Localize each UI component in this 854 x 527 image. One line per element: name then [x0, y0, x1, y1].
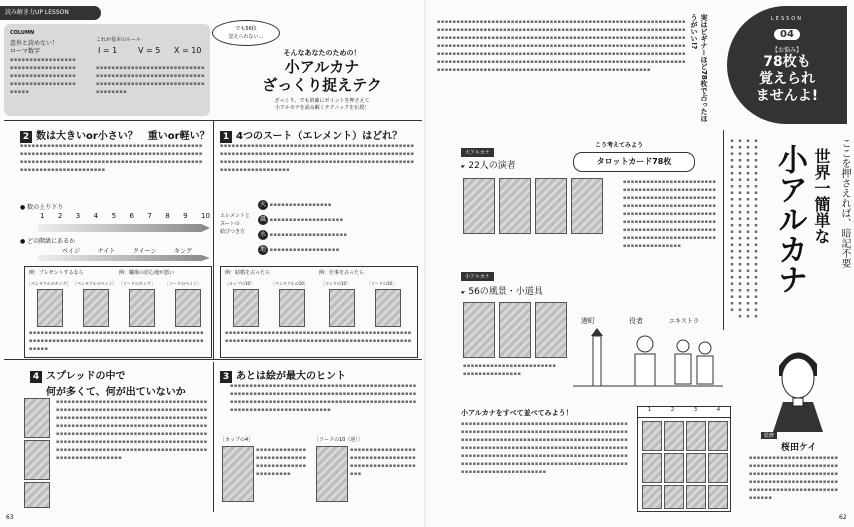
tarot-card — [708, 485, 728, 509]
lesson-tag: 【お悩み】 — [771, 47, 803, 54]
lighthouse-roof-icon — [591, 328, 603, 336]
profile-name: 桜田ケイ — [781, 443, 817, 453]
element-row: 火 ▪▪▪▪▪▪▪▪▪▪▪▪▪▪▪▪ — [259, 201, 332, 208]
sec1-card-label-3: ［ワンドの10］ — [321, 281, 351, 286]
column-box — [4, 24, 210, 116]
sec4-heading — [30, 364, 186, 398]
header-title-2: ざっくり捉えテク — [262, 76, 382, 94]
lesson-title-1: 78枚も — [763, 54, 811, 70]
profile-bio: ▪▪▪▪▪▪▪▪▪▪▪▪▪▪▪▪▪▪▪▪▪▪▪▪▪▪▪▪▪▪▪▪▪▪▪▪▪▪▪▪▪▪▪▪▪▪▪▪▪▪▪▪▪▪▪▪▪▪▪▪▪▪▪▪▪▪▪▪▪▪▪▪▪▪▪▪▪▪▪▪▪▪▪▪▪▪▪▪▪▪▪▪▪▪▪▪▪▪▪▪▪▪▪▪▪▪▪▪▪▪▪▪▪▪▪▪▪▪▪▪▪ — [749, 455, 839, 501]
tarot-card — [686, 453, 706, 483]
tarot-card — [642, 453, 662, 483]
num-9: 9 — [183, 212, 188, 220]
minor-caption: ▪▪▪▪▪▪▪▪▪▪▪▪▪▪▪▪▪▪▪▪▪▪▪▪▪▪▪▪▪▪▪▪▪▪▪▪▪▪▪ — [463, 363, 557, 377]
elements-label — [220, 212, 250, 236]
num-2: 2 — [57, 212, 63, 220]
spread-col-3: 3 — [693, 407, 698, 413]
tarot-card — [571, 178, 603, 234]
column-label: COLUMN — [10, 30, 35, 36]
deck-label: タロットカード78枚 — [573, 152, 695, 172]
sec1-body: ▪▪▪▪▪▪▪▪▪▪▪▪▪▪▪▪▪▪▪▪▪▪▪▪▪▪▪▪▪▪▪▪▪▪▪▪▪▪▪▪▪▪▪▪▪▪▪▪▪▪▪▪▪▪▪▪▪▪▪▪▪▪▪▪▪▪▪▪▪▪▪▪▪▪▪▪▪▪▪▪▪▪▪▪▪▪▪▪▪▪▪▪▪▪▪▪▪▪▪▪▪▪▪▪▪▪▪▪▪▪▪▪▪▪▪▪▪▪▪▪▪▪▪▪▪▪▪▪▪▪▪▪▪▪▪▪▪▪▪▪▪▪▪▪▪▪▪▪▪▪▪▪▪▪▪▪▪▪▪▪▪▪▪▪▪▪▪▪ — [220, 143, 415, 173]
sec2-card-label-3: ［ソードのキング］ — [119, 281, 156, 286]
lesson-title-3: ませんよ! — [755, 88, 819, 104]
flow-label: ● 数の上り下り — [20, 204, 64, 211]
tarot-card — [279, 289, 305, 327]
profile-tag: 監修 — [761, 432, 777, 439]
sec1-ex-2: 例：仕事を占ったら — [319, 270, 365, 276]
tarot-card — [499, 302, 531, 358]
column-body: ▪▪▪▪▪▪▪▪▪▪▪▪▪▪▪▪▪▪▪▪▪▪▪▪▪▪▪▪▪▪▪▪▪▪▪▪▪▪▪▪▪▪▪▪▪▪▪▪▪▪▪▪▪▪▪▪▪▪▪▪▪▪▪▪▪▪▪▪▪▪▪▪▪ — [10, 57, 77, 95]
tarot-card — [175, 289, 201, 327]
sec1-example-box — [220, 266, 418, 358]
element-water: 水 — [259, 231, 266, 238]
page-number-right: 62 — [839, 514, 847, 521]
header-panel — [723, 130, 852, 330]
rule-table: ▪▪▪▪▪▪▪▪▪▪▪▪▪▪▪▪▪▪▪▪▪▪▪▪▪▪▪▪▪▪▪▪▪▪▪▪▪▪▪▪▪▪▪▪▪▪▪▪▪▪▪▪▪▪▪▪▪▪▪▪▪▪▪▪▪▪▪▪▪▪▪▪▪▪▪▪▪▪▪▪▪▪▪▪▪▪▪▪▪▪▪▪ — [96, 65, 205, 95]
lesson-title-2: 覚えられ — [759, 71, 815, 87]
sec1-heading — [220, 124, 402, 143]
sec1-card-label-1: ［カップの10］ — [225, 281, 255, 286]
sec2-card-label-1: ［ペンタクルのキング］ — [27, 281, 71, 286]
header-v-line-2: 世界一簡単な — [812, 148, 831, 244]
number-arrow — [38, 224, 210, 232]
header-v-line-3: 小アルカナ — [772, 144, 807, 294]
elements-label-1: エレメントと — [220, 213, 250, 219]
tarot-card — [316, 446, 348, 502]
rank-label: ● どの階級にあるか — [20, 238, 76, 245]
spread-body: ▪▪▪▪▪▪▪▪▪▪▪▪▪▪▪▪▪▪▪▪▪▪▪▪▪▪▪▪▪▪▪▪▪▪▪▪▪▪▪▪▪▪▪▪▪▪▪▪▪▪▪▪▪▪▪▪▪▪▪▪▪▪▪▪▪▪▪▪▪▪▪▪▪▪▪▪▪▪▪▪▪▪▪▪▪▪▪▪▪▪▪▪▪▪▪▪▪▪▪▪▪▪▪▪▪▪▪▪▪▪▪▪▪▪▪▪▪▪▪▪▪▪▪▪▪▪▪▪▪▪▪▪▪▪▪▪▪▪▪▪▪▪▪▪▪▪▪▪▪▪▪▪▪▪▪▪▪▪▪▪▪▪▪▪▪▪▪▪▪▪▪▪▪▪▪▪▪▪▪▪▪▪▪▪▪▪▪▪▪▪▪▪▪▪▪▪▪▪▪▪▪▪▪▪▪▪▪▪▪▪▪▪▪▪▪▪▪▪▪▪▪▪▪▪▪▪▪▪▪▪▪▪▪▪▪▪▪▪▪▪▪▪▪▪▪▪▪▪▪▪▪▪▪▪▪▪▪▪▪▪▪▪▪▪▪▪▪▪▪▪▪▪▪▪▪▪▪▪▪▪ — [461, 421, 629, 475]
sec3-card-label-1: ［カップの4］ — [220, 437, 254, 443]
column-title-1: 意外と読めない！ — [10, 40, 59, 47]
element-fire: 火 — [259, 201, 266, 208]
portrait-illustration — [765, 336, 829, 432]
tarot-card — [37, 289, 63, 327]
tarot-card — [535, 302, 567, 358]
sec3-card-label-2: ［ソードの10（逆）］ — [314, 437, 363, 443]
element-row: 地 ▪▪▪▪▪▪▪▪▪▪▪▪▪▪▪▪▪▪ — [259, 246, 340, 253]
think-label: こう考えてみよう — [595, 142, 644, 149]
sec2-ex-2: 例：職場の居心地が悪い — [119, 270, 175, 276]
num-5: 5 — [111, 212, 117, 220]
tarot-card — [642, 421, 662, 451]
num-10: 10 — [201, 212, 210, 220]
divider-bottom — [4, 359, 422, 360]
spread-title: 小アルカナをすべて並べてみよう！ — [461, 409, 573, 417]
speech-bubble — [212, 20, 280, 46]
flow-label-text: 数の上り下り — [27, 204, 64, 211]
minor-title-text: 56の風景・小道具 — [468, 287, 543, 297]
tarot-card — [499, 178, 531, 234]
tarot-card — [535, 178, 567, 234]
column-title-2: ローマ数字 — [10, 48, 41, 55]
tarot-card — [83, 289, 109, 327]
left-header — [222, 48, 422, 111]
rank-3: クイーン — [132, 248, 157, 255]
spread-header — [638, 407, 730, 418]
num-7: 7 — [147, 212, 152, 220]
sec3-title: あとは絵が最大のヒント — [236, 371, 346, 382]
person-head-icon — [677, 340, 689, 352]
scene-label-3: エキストラ — [669, 318, 699, 325]
tarot-card — [24, 482, 50, 508]
bubble-line-2: 覚えられない… — [228, 34, 264, 40]
num-6: 6 — [129, 212, 134, 220]
num-8: 8 — [165, 212, 170, 220]
rank-arrow — [38, 255, 210, 261]
pointer-icon: ☛ — [461, 164, 466, 170]
right-page — [427, 0, 854, 527]
header-sub: そんなあなたのための！ — [283, 49, 361, 57]
rank-4: キング — [174, 248, 192, 255]
tarot-card — [375, 289, 401, 327]
sec2-example-box — [24, 266, 212, 358]
header-v-line-1: ここを押さえれば、暗記不要 — [839, 138, 850, 268]
tarot-card — [642, 485, 662, 509]
sec2-title: 数は大きいor小さい？ 重いor軽い？ — [36, 131, 210, 142]
element-earth: 地 — [259, 246, 266, 253]
person-body-icon — [697, 356, 713, 384]
person-body-icon — [675, 354, 691, 384]
elements-label-3: 結びつき方 — [220, 229, 246, 235]
spread-grid — [637, 406, 731, 512]
lesson-badge — [727, 6, 847, 124]
tarot-card — [664, 453, 684, 483]
rule-3: X = 10 — [174, 46, 202, 55]
tarot-card — [329, 289, 355, 327]
sec1-card-label-4: ［ソードの10］ — [367, 281, 397, 286]
profile-box — [745, 336, 845, 516]
element-row: 風 ▪▪▪▪▪▪▪▪▪▪▪▪▪▪▪▪▪▪▪ — [259, 216, 344, 223]
element-list — [258, 200, 418, 260]
sec1-captions: ▪▪▪▪▪▪▪▪▪▪▪▪▪▪▪▪▪▪▪▪▪▪▪▪▪▪▪▪▪▪▪▪▪▪▪▪▪▪▪▪▪▪▪▪▪▪▪▪▪▪▪▪▪▪▪▪▪▪▪▪▪▪▪▪▪▪▪▪▪▪▪▪▪▪▪▪▪▪▪▪▪▪▪▪▪▪▪▪▪▪▪▪▪▪▪▪ — [225, 330, 412, 344]
scene-illustration — [573, 312, 723, 392]
major-title — [461, 158, 516, 171]
lesson-tab: 読み解き力UP LESSON — [0, 6, 101, 20]
header-desc-2: 小アルカナを読み解くテクニックを伝授！ — [274, 105, 370, 111]
sec1-card-label-2: ［ペンタクルの10］ — [271, 281, 308, 286]
rule-1: I = 1 — [98, 46, 118, 55]
lesson-number: 04 — [774, 29, 800, 40]
elements-label-2: スートの — [220, 221, 240, 227]
person-head-icon — [637, 336, 653, 352]
sec3-caption-1: ▪▪▪▪▪▪▪▪▪▪▪▪▪▪▪▪▪▪▪▪▪▪▪▪▪▪▪▪▪▪▪▪▪▪▪▪▪▪▪▪▪▪▪▪▪▪▪▪ — [256, 447, 307, 477]
header-v-body: ▪▪▪▪▪▪▪▪▪▪▪▪▪▪▪▪▪▪▪▪▪▪▪▪▪▪▪▪▪▪▪▪▪▪▪▪▪▪▪▪▪▪▪▪▪▪▪▪▪▪▪▪▪▪▪▪▪▪▪▪▪▪▪▪▪▪▪▪▪▪▪▪▪▪▪▪▪▪▪▪▪▪▪▪▪▪▪▪▪▪▪▪▪▪▪▪▪▪▪▪▪▪▪▪▪▪▪▪▪▪▪ — [729, 138, 759, 320]
sec1-title: 4つのスート（エレメント）はどれ？ — [236, 131, 403, 142]
tarot-card — [463, 302, 495, 358]
tarot-card — [222, 446, 254, 502]
sec4-number: 4 — [30, 371, 42, 383]
tarot-card — [686, 485, 706, 509]
rule-2: V = 5 — [138, 46, 161, 55]
spread-col-4: 4 — [716, 407, 721, 413]
sec2-ex-1: 例：プレゼントするなら — [29, 270, 84, 276]
sec3-body: ▪▪▪▪▪▪▪▪▪▪▪▪▪▪▪▪▪▪▪▪▪▪▪▪▪▪▪▪▪▪▪▪▪▪▪▪▪▪▪▪▪▪▪▪▪▪▪▪▪▪▪▪▪▪▪▪▪▪▪▪▪▪▪▪▪▪▪▪▪▪▪▪▪▪▪▪▪▪▪▪▪▪▪▪▪▪▪▪▪▪▪▪▪▪▪▪▪▪▪▪▪▪▪▪▪▪▪▪▪▪▪▪▪▪▪▪▪▪▪▪▪▪▪▪▪▪▪▪▪▪▪▪▪▪▪▪▪▪▪▪▪▪▪▪▪▪▪▪▪▪▪▪▪▪▪▪▪▪▪▪▪▪▪▪▪▪▪▪▪▪ — [230, 383, 417, 413]
tarot-card — [708, 421, 728, 451]
rank-row — [62, 246, 192, 255]
num-1: 1 — [40, 212, 45, 220]
element-row: 水 ▪▪▪▪▪▪▪▪▪▪▪▪▪▪▪▪▪▪▪▪ — [259, 231, 348, 238]
tarot-card — [463, 178, 495, 234]
sec1-ex-1: 例：結婚を占ったら — [225, 270, 271, 276]
scene-label-2: 役者 — [629, 317, 643, 325]
tarot-card — [24, 398, 50, 438]
scene-label-1: 港町 — [581, 317, 595, 325]
tarot-card — [686, 421, 706, 451]
tarot-card — [708, 453, 728, 483]
pointer-icon: ☛ — [461, 290, 466, 296]
intro-body: ▪▪▪▪▪▪▪▪▪▪▪▪▪▪▪▪▪▪▪▪▪▪▪▪▪▪▪▪▪▪▪▪▪▪▪▪▪▪▪▪▪▪▪▪▪▪▪▪▪▪▪▪▪▪▪▪▪▪▪▪▪▪▪▪▪▪▪▪▪▪▪▪▪▪▪▪▪▪▪▪▪▪▪▪▪▪▪▪▪▪▪▪▪▪▪▪▪▪▪▪▪▪▪▪▪▪▪▪▪▪▪▪▪▪▪▪▪▪▪▪▪▪▪▪▪▪▪▪▪▪▪▪▪▪▪▪▪▪▪▪▪▪▪▪▪▪▪▪▪▪▪▪▪▪▪▪▪▪▪▪▪▪▪▪▪▪▪▪▪▪▪▪▪▪▪▪▪▪▪▪▪▪▪▪▪▪▪▪▪▪▪▪▪▪▪▪▪▪▪▪▪▪▪▪▪▪▪▪▪▪▪▪▪▪▪▪▪▪▪▪▪▪▪▪▪▪▪▪▪▪▪▪▪▪▪▪▪▪▪▪▪▪▪▪▪▪▪▪▪▪▪▪▪▪▪▪▪▪▪▪▪▪▪▪▪▪▪▪▪▪▪▪▪▪▪▪▪▪▪▪▪▪▪▪▪▪▪▪▪▪▪▪▪▪▪▪▪▪▪▪▪▪▪▪▪▪▪▪▪▪▪▪▪▪▪▪▪▪▪▪▪▪▪▪▪▪▪▪▪▪▪▪▪▪▪▪▪▪▪▪▪▪▪▪▪▪▪▪▪▪▪▪▪▪▪▪▪▪▪▪▪▪▪▪▪▪▪▪▪▪▪▪▪▪▪▪▪▪▪▪▪▪▪▪▪▪▪▪▪▪▪▪▪▪▪▪▪▪▪▪▪▪▪▪▪▪▪▪▪▪▪▪▪▪▪▪▪▪▪▪▪▪▪▪▪▪▪▪▪▪▪▪▪▪▪▪▪▪▪ — [437, 19, 686, 73]
sec2-number: 2 — [20, 131, 32, 143]
header-desc-1: ざっくり、でも的確にポイントを押さえて — [274, 98, 370, 104]
minor-tag: 小アルカナ — [461, 272, 494, 281]
header-title-1: 小アルカナ — [284, 58, 360, 76]
sec2-body: ▪▪▪▪▪▪▪▪▪▪▪▪▪▪▪▪▪▪▪▪▪▪▪▪▪▪▪▪▪▪▪▪▪▪▪▪▪▪▪▪▪▪▪▪▪▪▪▪▪▪▪▪▪▪▪▪▪▪▪▪▪▪▪▪▪▪▪▪▪▪▪▪▪▪▪▪▪▪▪▪▪▪▪▪▪▪▪▪▪▪▪▪▪▪▪▪▪▪▪▪▪▪▪▪▪▪▪▪▪▪▪▪▪▪▪▪▪▪▪▪▪▪▪▪▪▪▪▪▪▪▪▪▪▪▪▪▪▪▪▪▪▪▪▪▪▪▪▪▪▪▪▪▪▪▪▪▪▪▪▪▪▪▪ — [20, 143, 203, 173]
sec3-number: 3 — [220, 371, 232, 383]
person-head-icon — [699, 342, 711, 354]
sec2-heading — [20, 124, 210, 143]
num-3: 3 — [75, 212, 81, 220]
bubble-line-1: でも56枚 — [235, 26, 257, 32]
lesson-label: LESSON — [771, 16, 803, 22]
person-body-icon — [635, 354, 655, 386]
lesson-tag-text: お悩み — [777, 47, 796, 54]
divider-mid-2 — [213, 362, 214, 512]
sec2-card-label-4: ［ソードのペイジ］ — [165, 281, 202, 286]
element-air: 風 — [259, 216, 266, 223]
diagram-body: ▪▪▪▪▪▪▪▪▪▪▪▪▪▪▪▪▪▪▪▪▪▪▪▪▪▪▪▪▪▪▪▪▪▪▪▪▪▪▪▪▪▪▪▪▪▪▪▪▪▪▪▪▪▪▪▪▪▪▪▪▪▪▪▪▪▪▪▪▪▪▪▪▪▪▪▪▪▪▪▪▪▪▪▪▪▪▪▪▪▪▪▪▪▪▪▪▪▪▪▪▪▪▪▪▪▪▪▪▪▪▪▪▪▪▪▪▪▪▪▪▪▪▪▪▪▪▪▪▪▪▪▪▪▪▪▪▪▪▪▪▪▪▪▪▪▪▪▪▪▪▪▪▪▪▪▪▪▪▪▪▪▪▪▪▪▪▪▪▪▪▪▪▪▪▪▪▪▪▪▪▪▪▪▪▪▪▪▪▪▪▪▪▪▪▪▪▪▪▪▪▪▪▪▪▪▪▪ — [623, 179, 717, 249]
sec4-title-1: スプレッドの中で — [46, 371, 126, 382]
num-4: 4 — [93, 212, 99, 220]
page-number-left: 63 — [6, 514, 14, 521]
spread-col-2: 2 — [670, 407, 675, 413]
sec1-number: 1 — [220, 131, 232, 143]
lighthouse-icon — [593, 336, 601, 386]
scene-drawing — [573, 326, 723, 392]
rank-2: ナイト — [97, 248, 116, 255]
sec2-card-label-2: ［ペンタクルのペイジ］ — [73, 281, 117, 286]
rank-label-text: どの階級にあるか — [27, 238, 76, 245]
major-tag: 大アルカナ — [461, 148, 494, 157]
sec4-body: ▪▪▪▪▪▪▪▪▪▪▪▪▪▪▪▪▪▪▪▪▪▪▪▪▪▪▪▪▪▪▪▪▪▪▪▪▪▪▪▪▪▪▪▪▪▪▪▪▪▪▪▪▪▪▪▪▪▪▪▪▪▪▪▪▪▪▪▪▪▪▪▪▪▪▪▪▪▪▪▪▪▪▪▪▪▪▪▪▪▪▪▪▪▪▪▪▪▪▪▪▪▪▪▪▪▪▪▪▪▪▪▪▪▪▪▪▪▪▪▪▪▪▪▪▪▪▪▪▪▪▪▪▪▪▪▪▪▪▪▪▪▪▪▪▪▪▪▪▪▪▪▪▪▪▪▪▪▪▪▪▪▪▪▪▪▪▪▪▪▪▪▪▪▪▪▪▪▪▪▪▪▪▪▪▪▪▪▪▪▪▪▪▪▪▪▪▪▪▪▪▪▪▪▪▪▪▪▪▪▪▪▪▪▪▪▪▪▪▪▪▪▪▪▪▪▪▪▪▪▪▪▪▪▪▪▪▪▪▪▪▪▪▪▪▪▪▪▪▪▪▪▪▪▪▪▪▪▪▪▪▪▪▪▪▪▪▪▪▪▪▪▪▪▪▪▪▪▪▪▪▪▪▪▪▪▪▪▪▪▪ — [56, 399, 208, 461]
sec3-caption-2: ▪▪▪▪▪▪▪▪▪▪▪▪▪▪▪▪▪▪▪▪▪▪▪▪▪▪▪▪▪▪▪▪▪▪▪▪▪▪▪▪▪▪▪▪▪▪▪▪▪▪▪▪▪▪ — [350, 447, 417, 477]
tarot-card — [664, 421, 684, 451]
sec4-title-2: 何が多くて、何が出ていないか — [46, 387, 186, 398]
vertical-quote: 実はビギナーほど78枚で占ったほうがいい!? — [690, 14, 708, 122]
tarot-card — [24, 440, 50, 480]
number-row — [40, 212, 210, 222]
tarot-card — [129, 289, 155, 327]
tarot-card — [664, 485, 684, 509]
sec3-heading — [220, 364, 346, 383]
minor-title — [461, 284, 543, 297]
major-title-text: 22人の演者 — [468, 161, 516, 171]
rank-1: ペイジ — [62, 248, 81, 255]
rule-label: これが基本のルール — [96, 37, 141, 43]
divider-mid — [213, 120, 214, 360]
tarot-card — [233, 289, 259, 327]
sec2-captions: ▪▪▪▪▪▪▪▪▪▪▪▪▪▪▪▪▪▪▪▪▪▪▪▪▪▪▪▪▪▪▪▪▪▪▪▪▪▪▪▪▪▪▪▪▪▪▪▪▪▪▪▪▪▪▪▪▪▪▪▪▪▪▪▪▪▪▪▪▪▪▪▪▪▪▪▪▪▪▪▪▪▪▪▪▪▪▪▪▪▪▪▪▪▪▪ — [29, 330, 204, 352]
spread-col-1: 1 — [647, 407, 652, 413]
